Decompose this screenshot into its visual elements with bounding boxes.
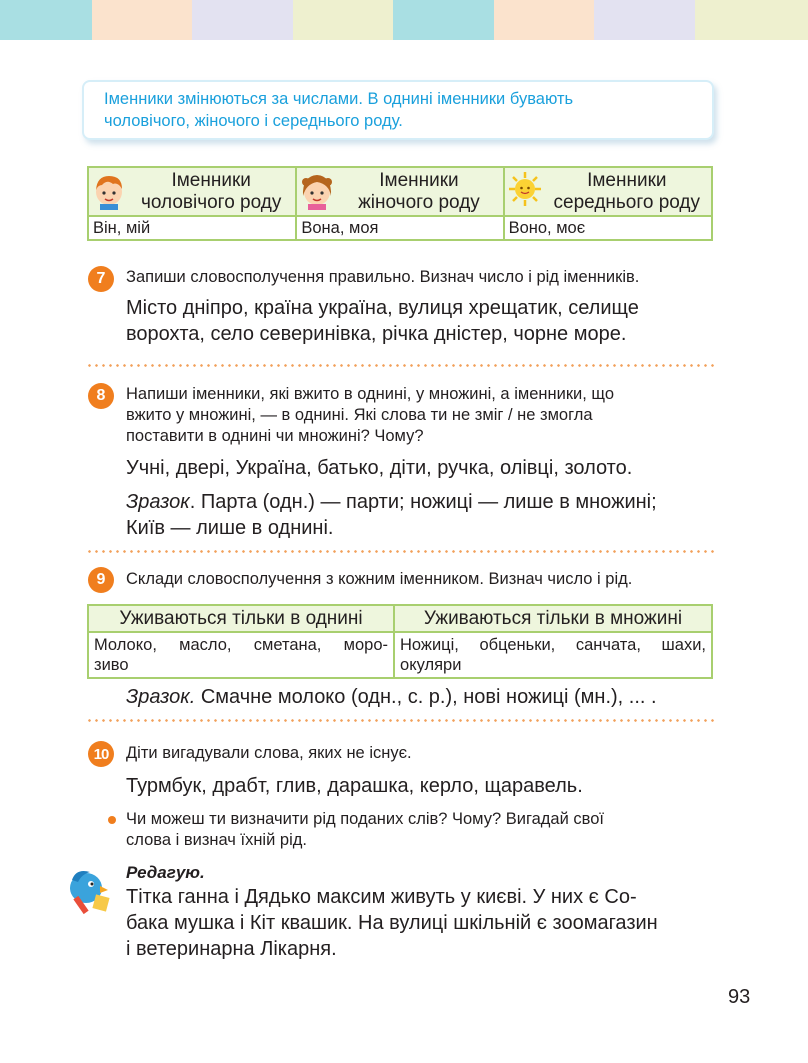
bullet-line: Чи можеш ти визначити рід поданих слів? Чому? Вигадай свої xyxy=(126,810,604,828)
task-7 xyxy=(88,264,714,354)
task-text xyxy=(126,295,714,347)
edit-line: і ветеринарна Лікарня. xyxy=(126,938,337,960)
rule-line: чоловічого, жіночого і середнього роду. xyxy=(104,112,403,130)
plural-only-words xyxy=(394,632,712,678)
sample-line: Київ — лише в однині. xyxy=(126,517,334,539)
task-words: Турмбук, драбт, глив, дарашка, керло, щаравель. xyxy=(126,775,583,797)
task-number: 10 xyxy=(88,741,114,767)
instr-line: вжито у множині, — в однині. Які слова ти не зміг / не змогла xyxy=(126,406,593,424)
dotted-divider xyxy=(86,364,714,367)
sample-text: . Парта (одн.) — парти; ножиці — лише в множині; xyxy=(189,491,657,513)
task-number: 9 xyxy=(88,567,114,593)
header-line: Іменники xyxy=(171,170,251,191)
bird-pencil-icon xyxy=(64,866,112,916)
edit-line: бака мушка і Кіт квашик. На вулиці шкільній є зоомагазин xyxy=(126,912,658,934)
bullet-dot xyxy=(108,816,116,824)
sample-label: Зразок xyxy=(126,491,190,513)
text-line: ворохта, село северинівка, річка дністер, чорне море. xyxy=(126,323,627,345)
sample-label: Зразок. xyxy=(126,686,196,708)
header-line: чоловічого роду xyxy=(140,192,282,213)
page-number: 93 xyxy=(728,986,751,1008)
sun-icon xyxy=(507,170,543,210)
task-sample xyxy=(126,489,714,541)
header-line: жіночого роду xyxy=(358,192,480,213)
task-instruction: Склади словосполучення з кожним іменником. Визнач число і рід. xyxy=(126,570,633,588)
dotted-divider xyxy=(86,719,714,722)
stripe xyxy=(393,0,494,40)
bullet-line: слова і визнач їхній рід. xyxy=(126,831,307,849)
task-words: Учні, двері, Україна, батько, діти, ручка, олівці, золото. xyxy=(126,457,633,479)
header-line: середнього роду xyxy=(553,192,701,213)
dotted-divider xyxy=(86,550,714,553)
task-number: 7 xyxy=(88,266,114,292)
task-instruction xyxy=(126,384,714,447)
stripe xyxy=(293,0,393,40)
task-8 xyxy=(88,382,714,542)
rule-line: Іменники змінюються за числами. В однині іменники бувають xyxy=(104,90,574,108)
header-feminine xyxy=(296,167,503,216)
girl-icon xyxy=(299,170,335,210)
header-singular-only: Уживаються тільки в однині xyxy=(88,605,394,632)
singular-only-words xyxy=(88,632,394,678)
neuter-value: Воно, моє xyxy=(504,216,712,240)
sample-line xyxy=(126,489,714,515)
edit-title: Редагую. xyxy=(126,863,205,882)
bullet-question xyxy=(126,809,714,851)
task-instruction: Запиши словосполучення правильно. Визнач число і рід іменників. xyxy=(126,268,640,286)
edit-line: Тітка ганна і Дядько максим живуть у києві. У них є Со- xyxy=(126,886,637,908)
stripe xyxy=(192,0,293,40)
stripe xyxy=(0,0,92,40)
sample-text: Смачне молоко (одн., с. р.), нові ножиці (мн.), ... . xyxy=(195,686,657,708)
cell-line: Молоко, масло, сметана, моро- xyxy=(94,636,389,654)
rule-box xyxy=(82,80,714,140)
stripe xyxy=(92,0,192,40)
header-line: Іменники xyxy=(379,170,459,191)
boy-icon xyxy=(91,170,127,210)
text-line: Місто дніпро, країна україна, вулиця хрещатик, селище xyxy=(126,297,639,319)
edit-block xyxy=(126,862,714,962)
task-9 xyxy=(88,567,714,597)
gender-table xyxy=(87,166,713,241)
header-plural-only: Уживаються тільки в множині xyxy=(394,605,712,632)
header-line: Іменники xyxy=(587,170,667,191)
masculine-value: Він, мій xyxy=(88,216,296,240)
usage-table xyxy=(87,604,713,679)
cell-line: окуляри xyxy=(400,656,462,674)
stripe xyxy=(594,0,695,40)
header-neuter xyxy=(504,167,712,216)
header-masculine xyxy=(88,167,296,216)
cell-line: Ножиці, обценьки, санчата, шахи, xyxy=(400,636,706,654)
top-color-stripes xyxy=(0,0,808,40)
task-10 xyxy=(88,741,714,861)
stripe xyxy=(494,0,594,40)
task-instruction: Діти вигадували слова, яких не існує. xyxy=(126,744,412,762)
cell-line: зиво xyxy=(94,656,129,674)
feminine-value: Вона, моя xyxy=(296,216,503,240)
stripe xyxy=(695,0,808,40)
task-9-sample xyxy=(126,684,714,710)
instr-line: поставити в однині чи множині? Чому? xyxy=(126,427,424,445)
task-number: 8 xyxy=(88,383,114,409)
instr-line: Напиши іменники, які вжито в однині, у множині, а іменники, що xyxy=(126,385,614,403)
